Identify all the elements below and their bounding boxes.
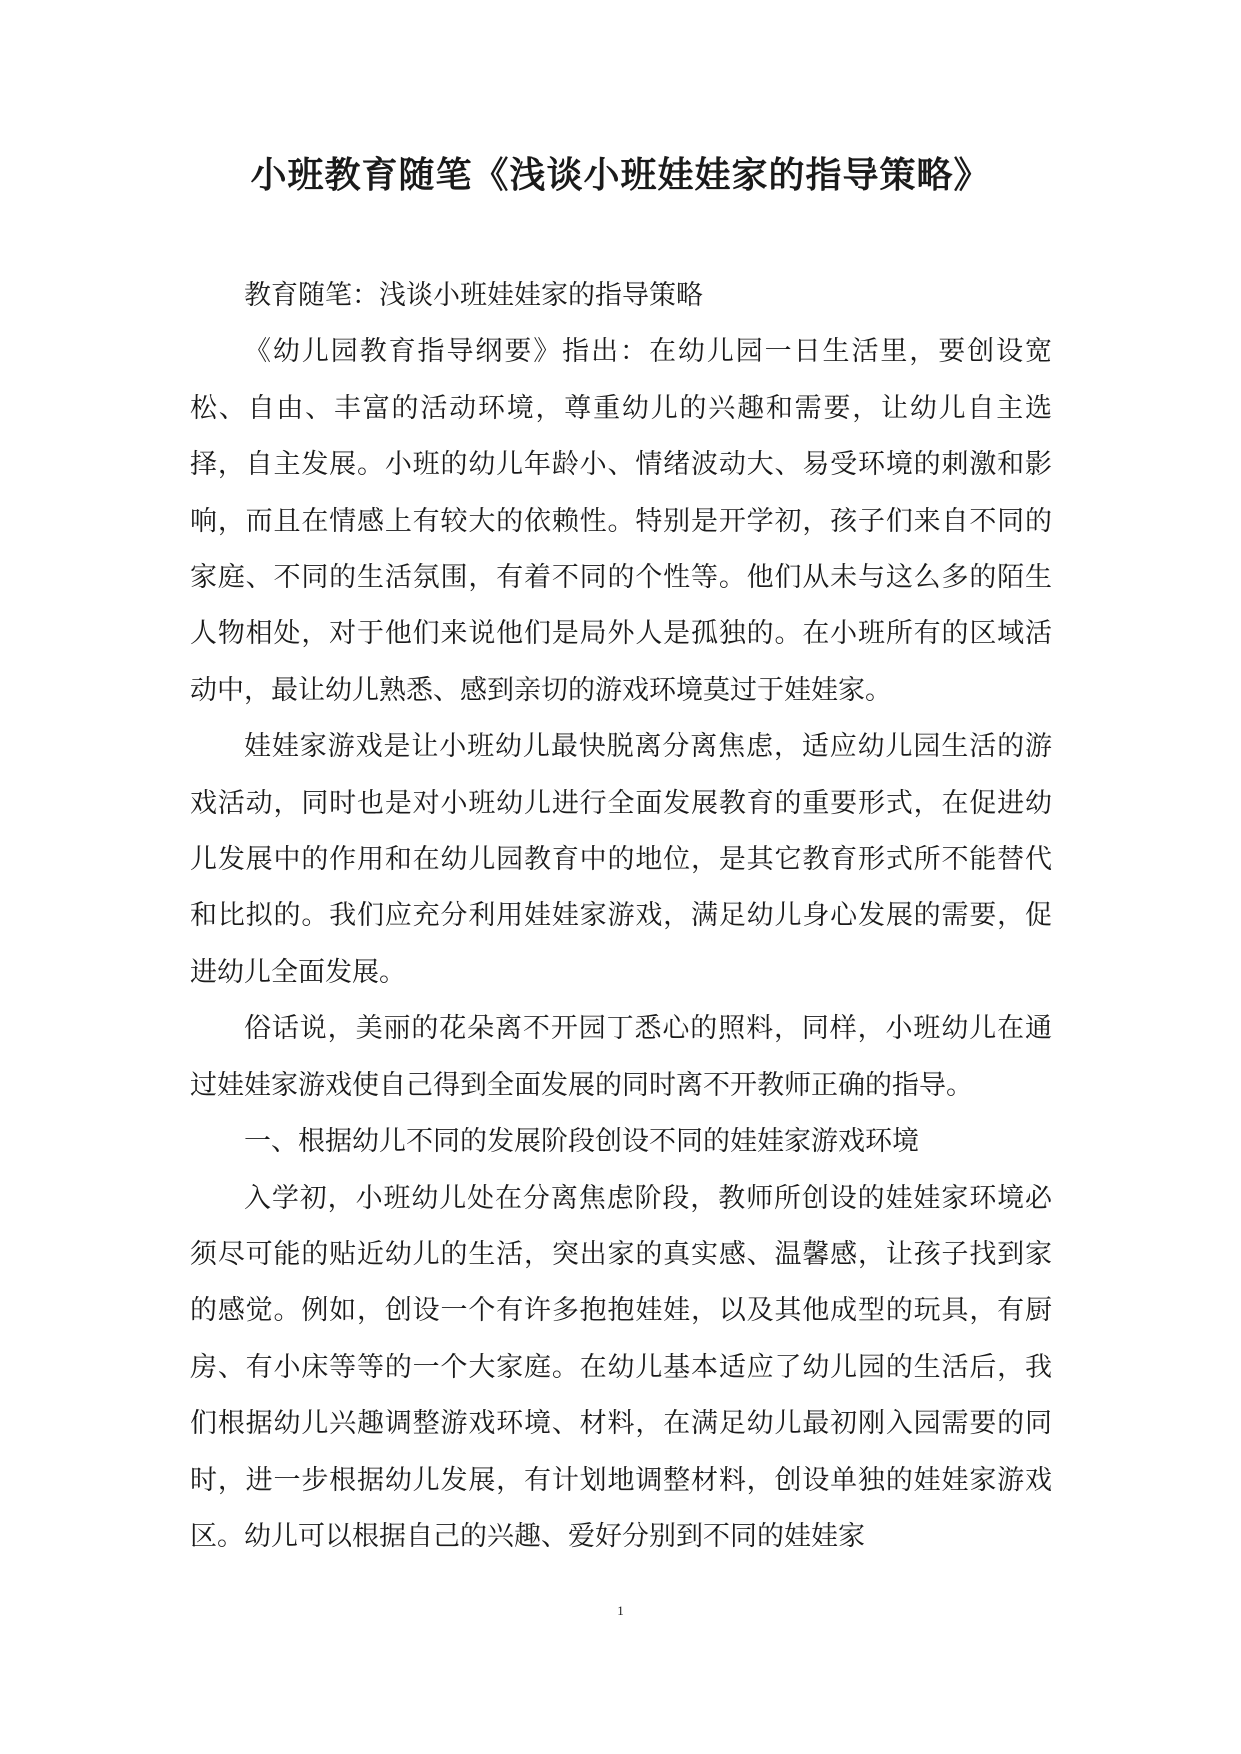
paragraph: 入学初，小班幼儿处在分离焦虑阶段，教师所创设的娃娃家环境必须尽可能的贴近幼儿的生活，突出家的真实感、温馨感，让孩子找到家的感觉。例如，创设一个有许多抱抱娃娃，以及其他成型的玩具，有厨房、有小床等等的一个大家庭。在幼儿基本适应了幼儿园的生活后，我们根据幼儿兴趣调整游戏环境、材料，在满足幼儿最初刚入园需要的同时，进一步根据幼儿发展，有计划地调整材料，创设单独的娃娃家游戏区。幼儿可以根据自己的兴趣、爱好分别到不同的娃娃家	[190, 1182, 1052, 1552]
paragraph: 俗话说，美丽的花朵离不开园丁悉心的照料，同样，小班幼儿在通过娃娃家游戏使自己得到全面发展的同时离不开教师正确的指导。	[190, 1013, 1052, 1101]
page-number: 1	[617, 1603, 624, 1618]
section-heading: 一、根据幼儿不同的发展阶段创设不同的娃娃家游戏环境	[244, 1126, 919, 1158]
paragraph: 《幼儿园教育指导纲要》指出：在幼儿园一日生活里，要创设宽松、自由、丰富的活动环境，尊重幼儿的兴趣和需要，让幼儿自主选择，自主发展。小班的幼儿年龄小、情绪波动大、易受环境的刺激和影响，而且在情感上有较大的依赖性。特别是开学初，孩子们来自不同的家庭、不同的生活氛围，有着不同的个性等。他们从未与这么多的陌生人物相处，对于他们来说他们是局外人是孤独的。在小班所有的区域活动中，最让幼儿熟悉、感到亲切的游戏环境莫过于娃娃家。	[190, 336, 1052, 706]
paragraph: 教育随笔：浅谈小班娃娃家的指导策略	[244, 280, 703, 311]
document-title: 小班教育随笔《浅谈小班娃娃家的指导策略》	[250, 154, 991, 196]
paragraph: 娃娃家游戏是让小班幼儿最快脱离分离焦虑，适应幼儿园生活的游戏活动，同时也是对小班幼儿进行全面发展教育的重要形式，在促进幼儿发展中的作用和在幼儿园教育中的地位，是其它教育形式所不能替代和比拟的。我们应充分利用娃娃家游戏，满足幼儿身心发展的需要，促进幼儿全面发展。	[190, 731, 1052, 988]
document-body	[190, 268, 1052, 1565]
